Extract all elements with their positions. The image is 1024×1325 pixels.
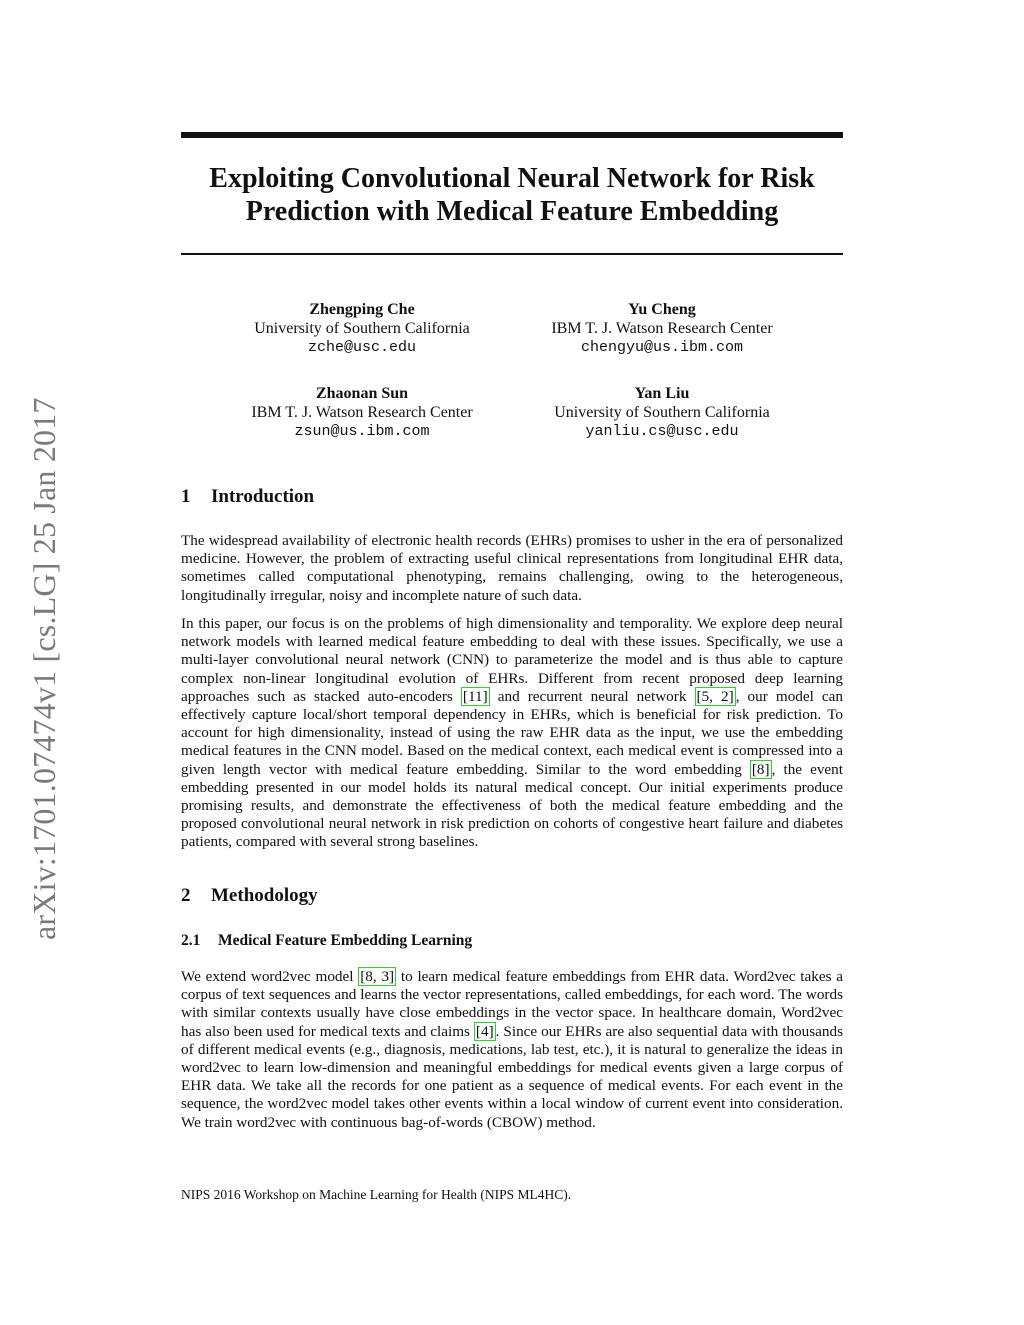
section-number: 1 — [181, 486, 191, 507]
citation-link[interactable]: [8, 3] — [360, 968, 395, 985]
author-email[interactable]: chengyu@us.ibm.com — [580, 339, 744, 356]
author-email[interactable]: zche@usc.edu — [307, 339, 417, 356]
text-run: , the event embedding presented in our model holds its natural medical concept. Our initial experiments produce promising results, and demonstrate the effectiveness of both the medical feature embedding and the proposed convolutional neural network in risk prediction on cohorts of congestive heart failure and diabetes patients, compared with several strong baselines. — [181, 760, 843, 851]
section-number: 2 — [181, 885, 191, 906]
intro-paragraph-1: The widespread availability of electronic health records (EHRs) promises to usher in the era of personalized medicine. However, the problem of extracting useful clinical representations from longitudinal EHR data, sometimes called computational phenotyping, remains challenging, owing to the heterogeneous, longitudinally irregular, noisy and incomplete nature of such data. — [181, 532, 843, 604]
author-block — [222, 300, 502, 357]
subsection-number: 2.1 — [181, 932, 201, 949]
author-block — [522, 384, 802, 441]
text-run: and recurrent neural network — [489, 687, 695, 705]
citation-link[interactable]: [11] — [462, 687, 488, 705]
section-title: Introduction — [211, 486, 315, 507]
text-run: , our model can effectively capture local/short temporal dependency in EHRs, which is beneficial for risk prediction. To account for high dimensionality, instead of using the raw EHR data as the input, we use the embedding medical features in the CNN model. Based on the medical context, each medical event is compressed into a given length vector with medical feature embedding. Similar to the word embedding — [181, 687, 843, 778]
subsection-title: Medical Feature Embedding Learning — [218, 932, 473, 949]
text-run: to learn medical feature embeddings from EHR data. Word2vec takes a corpus of text sequences and learns the vector representations, called embeddings, for each word. The words with similar contexts usually have close embeddings in the vector space. In healthcare domain, Word2vec has also been used for medical texts and claims — [181, 968, 843, 1040]
author-affiliation: IBM T. J. Watson Research Center — [251, 404, 473, 421]
text-run: We extend word2vec model — [181, 968, 359, 985]
subsection-heading-embedding — [181, 931, 472, 950]
text-run: . Since our EHRs are also sequential data with thousands of different medical events (e.g., diagnosis, medications, lab test, etc.), it is natural to generalize the ideas in word2vec to learn low-dimension and meaningful embeddings for medical events given a large corpus of EHR data. We take all the records for one patient as a sequence of medical events. For each event in the sequence, the word2vec model takes other events within a local window of current event into consideration. We train word2vec with continuous bag-of-words (CBOW) method. — [181, 1022, 843, 1131]
intro-paragraph-2 — [181, 615, 843, 852]
author-block — [222, 384, 502, 441]
section-heading-introduction — [181, 486, 314, 508]
author-name: Zhengping Che — [309, 301, 415, 318]
method-paragraph-1 — [181, 968, 843, 1132]
author-block — [522, 300, 802, 357]
author-name: Zhaonan Sun — [315, 385, 409, 402]
author-name: Yu Cheng — [628, 301, 696, 318]
citation-link[interactable]: [5, 2] — [696, 687, 734, 705]
author-affiliation: IBM T. J. Watson Research Center — [551, 320, 773, 337]
section-title: Methodology — [211, 885, 318, 906]
title-top-rule — [181, 132, 843, 138]
author-affiliation: University of Southern California — [254, 320, 470, 337]
text-run: In this paper, our focus is on the problems of high dimensionality and temporality. We explore deep neural network models with learned medical feature embedding to deal with these issues. Specifically, we use a multi-layer convolutional neural network (CNN) to parameterize the model and is thus able to capture complex non-linear longitudinal evolution of EHRs. Different from recent proposed deep learning approaches such as stacked auto-encoders — [181, 615, 843, 705]
section-heading-methodology — [181, 885, 318, 907]
author-email[interactable]: yanliu.cs@usc.edu — [585, 423, 739, 440]
citation-link[interactable]: [8] — [751, 760, 770, 778]
citation-link[interactable]: [4] — [475, 1022, 494, 1040]
author-email[interactable]: zsun@us.ibm.com — [294, 423, 430, 440]
venue-footnote: NIPS 2016 Workshop on Machine Learning for Health (NIPS ML4HC). — [181, 1187, 572, 1202]
author-affiliation: University of Southern California — [554, 404, 770, 421]
paper-title: Exploiting Convolutional Neural Network for Risk Prediction with Medical Feature Embedding — [209, 163, 815, 227]
author-name: Yan Liu — [634, 385, 690, 402]
arxiv-side-stamp: arXiv:1701.07474v1 [cs.LG] 25 Jan 2017 — [26, 397, 62, 940]
title-bottom-rule — [181, 253, 843, 255]
